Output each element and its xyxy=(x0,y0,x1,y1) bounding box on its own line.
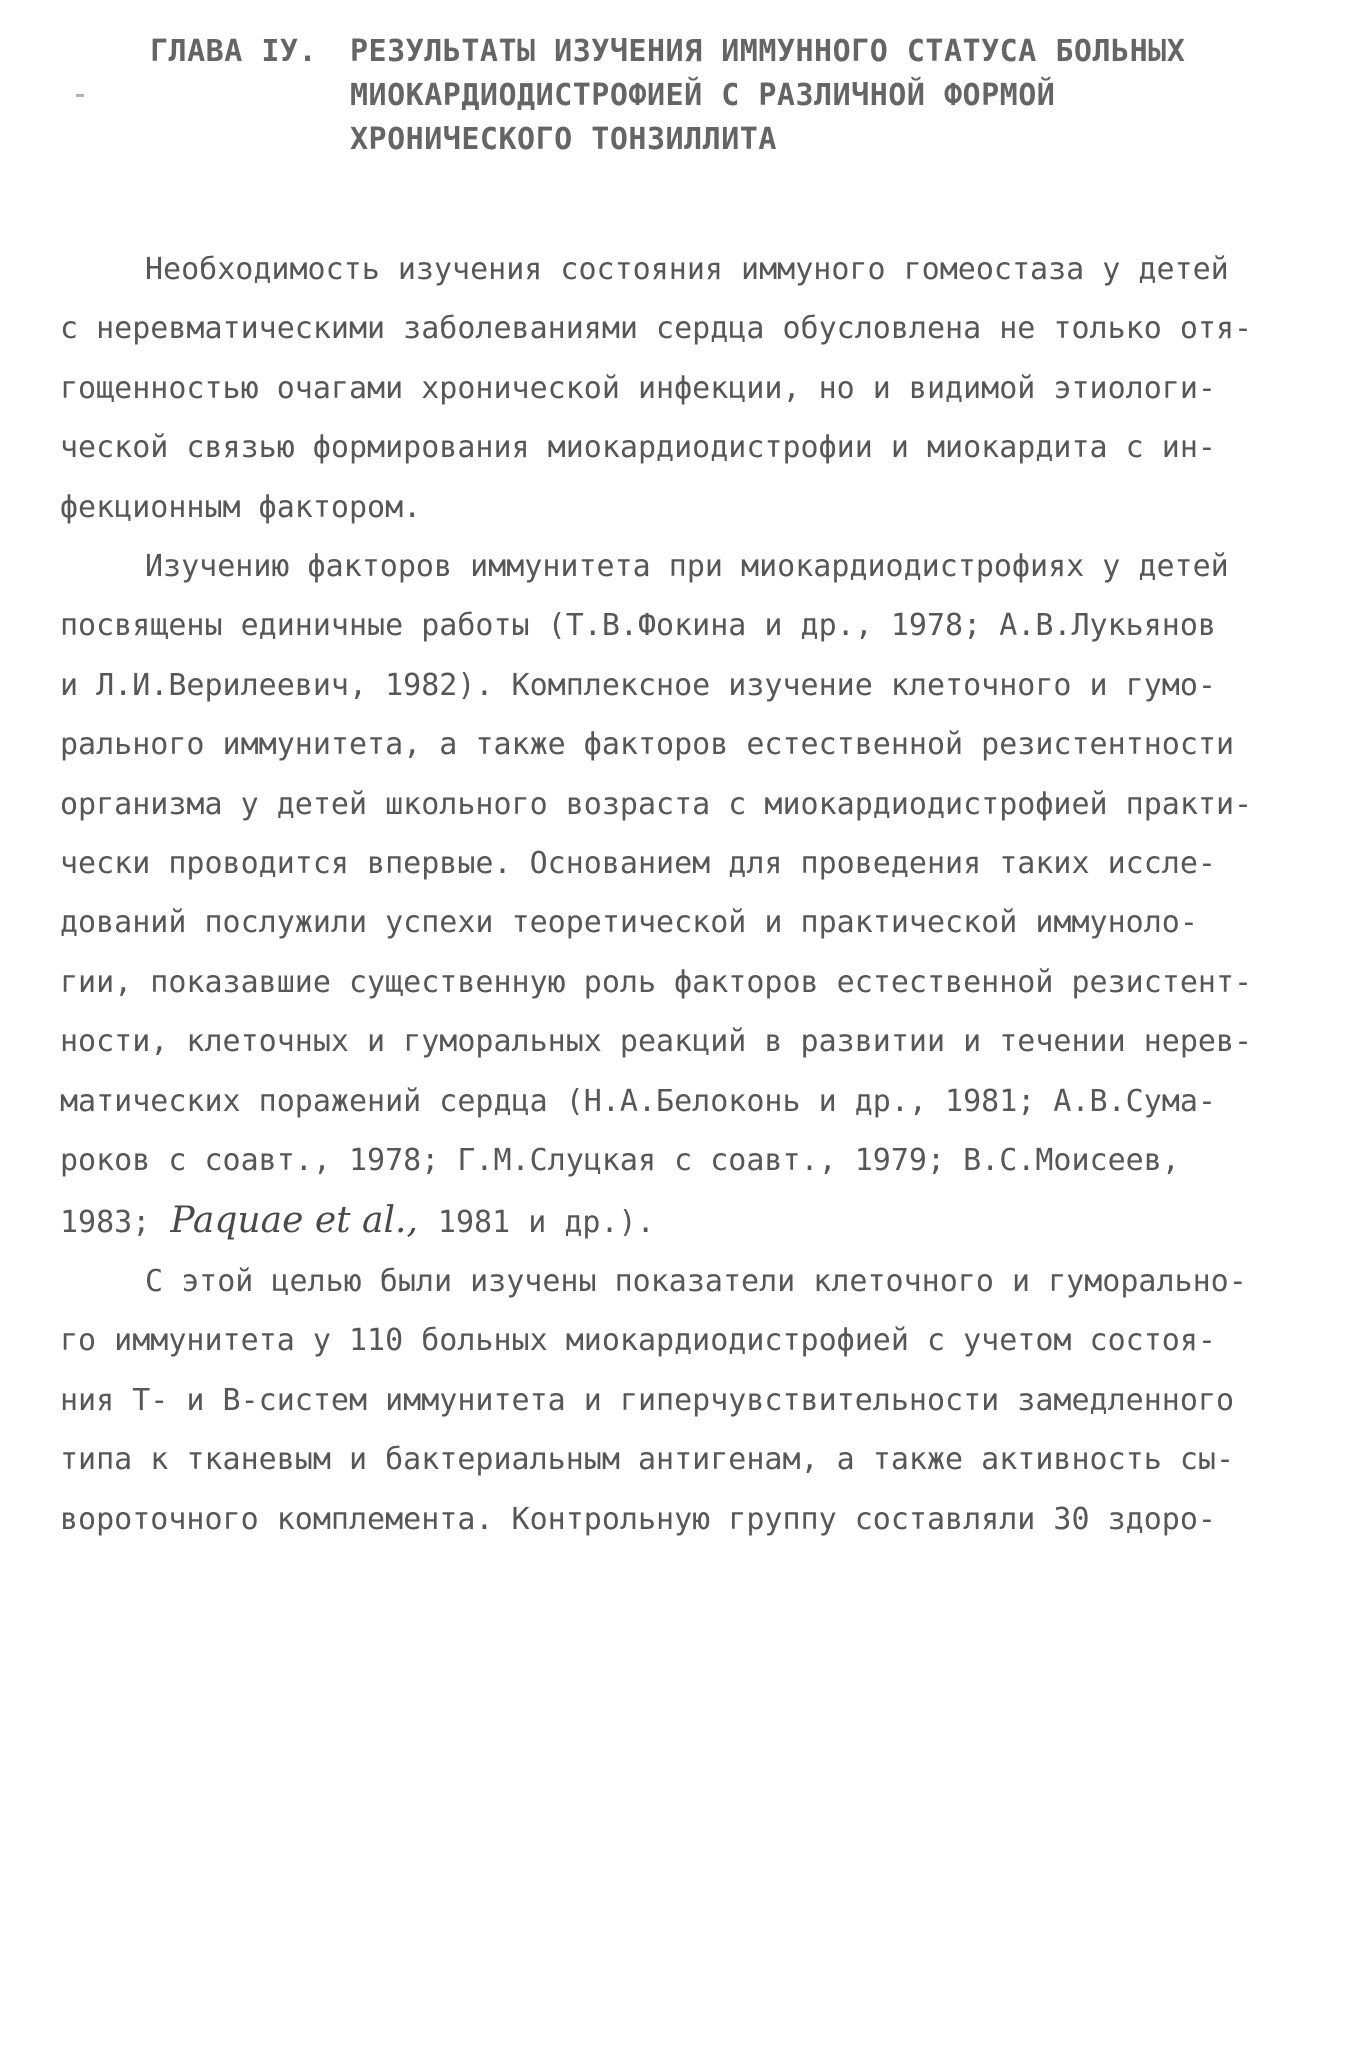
text-line: гощенностью очагами хронической инфекции, но и видимой этиологи- xyxy=(60,370,1216,406)
text-line: дований послужили успехи теоретической и практической иммуноло- xyxy=(60,905,1198,941)
text-line: и Л.И.Верилеевич, 1982). Комплексное изучение клеточного и гумо- xyxy=(60,667,1216,703)
text-line: чески проводится впервые. Основанием для проведения таких иссле- xyxy=(60,846,1216,882)
text-line: роков с соавт., 1978; Г.М.Слуцкая с соавт., 1979; В.С.Моисеев, xyxy=(60,1143,1180,1179)
text-line: матических поражений сердца (Н.А.Белоконь и др., 1981; А.В.Сума- xyxy=(60,1083,1216,1119)
text-line: с неревматическими заболеваниями сердца обусловлена не только отя- xyxy=(60,311,1253,347)
text-line: ния Т- и В-систем иммунитета и гиперчувствительности замедленного xyxy=(60,1382,1234,1418)
text-line: го иммунитета у 110 больных миокардиодистрофией с учетом состоя- xyxy=(60,1323,1216,1359)
citation-year: 1983; xyxy=(60,1204,151,1240)
text-line: типа к тканевым и бактериальным антигенам, а также активность сы- xyxy=(60,1442,1234,1478)
text-line: организма у детей школьного возраста с миокардиодистрофией практи- xyxy=(60,786,1253,822)
text-line: гии, показавшие существенную роль факторов естественной резистент- xyxy=(60,964,1253,1000)
citation-tail: 1981 и др.). xyxy=(437,1204,655,1240)
title-line: РЕЗУЛЬТАТЫ ИЗУЧЕНИЯ ИММУННОГО СТАТУСА БОЛЬНЫХ xyxy=(350,34,1186,69)
text-line: Изучению факторов иммунитета при миокардиодистрофиях у детей xyxy=(145,549,1229,585)
chapter-number: ГЛАВА IУ. xyxy=(150,34,318,69)
body-text xyxy=(60,240,1290,1549)
text-line: ческой связью формирования миокардиодистрофии и миокардита с ин- xyxy=(60,430,1216,466)
text-line: ности, клеточных и гуморальных реакций в развитии и течении нерев- xyxy=(60,1024,1253,1060)
text-line: фекционным фактором. xyxy=(60,489,422,525)
chapter-title xyxy=(350,30,1270,162)
text-line: рального иммунитета, а также факторов естественной резистентности xyxy=(60,727,1234,763)
text-line: вороточного комплемента. Контрольную группу составляли 30 здоро- xyxy=(60,1501,1216,1537)
text-line: посвящены единичные работы (Т.В.Фокина и др., 1978; А.В.Лукьянов xyxy=(60,608,1216,644)
title-line: МИОКАРДИОДИСТРОФИЕЙ С РАЗЛИЧНОЙ ФОРМОЙ xyxy=(350,78,1056,113)
text-line: Необходимость изучения состояния иммуного гомеостаза у детей xyxy=(145,252,1229,287)
title-line: ХРОНИЧЕСКОГО ТОНЗИЛЛИТА xyxy=(350,122,777,157)
margin-mark xyxy=(76,94,84,97)
text-line: С этой целью были изучены показатели клеточного и гуморально- xyxy=(145,1263,1247,1299)
text-line xyxy=(60,1191,1290,1252)
handwritten-citation: Paquae et al., xyxy=(170,1199,418,1241)
